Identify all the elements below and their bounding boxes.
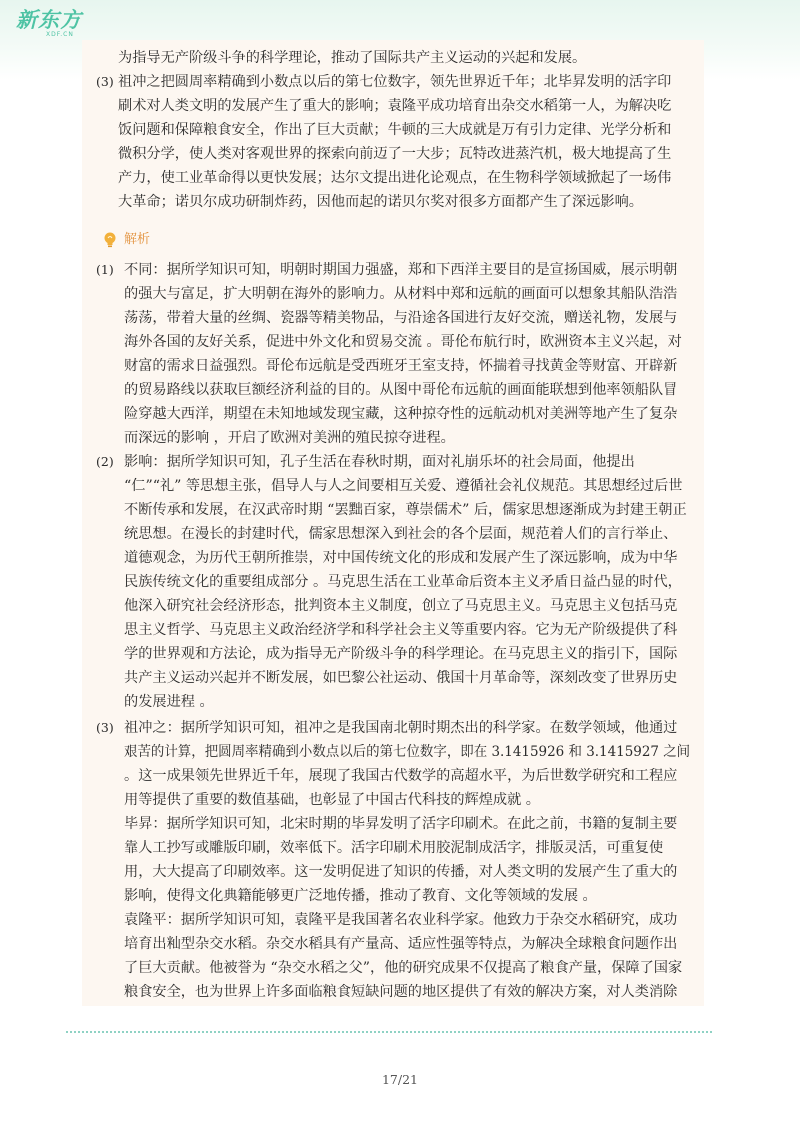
- text-line: 财富的需求日益强烈。哥伦布远航是受西班牙王室支持，怀揣着寻找黄金等财富、开辟新: [124, 358, 678, 374]
- xdf-logo: [16, 8, 86, 42]
- text-line: 学的世界观和方法论，成为指导无产阶级斗争的科学理论。在马克思主义的指引下，国际: [124, 646, 678, 662]
- text-line: 产力，使工业革命得以更快发展；达尔文提出进化论观点，在生物科学领域掀起了一场伟: [118, 170, 672, 186]
- text-line: 的贸易路线以获取巨额经济利益的目的。从图中哥伦布远航的画面能联想到他率领船队冒: [124, 382, 678, 398]
- text-line: 了巨大贡献。他被誉为 “杂交水稻之父”，他的研究成果不仅提高了粮食产量，保障了国家: [124, 960, 683, 976]
- item-number: (3): [96, 74, 114, 89]
- text-line: 道德观念，为历代王朝所推崇，对中国传统文化的形成和发展产生了深远影响，成为中华: [124, 550, 678, 566]
- text-line: 祖冲之：据所学知识可知，祖冲之是我国南北朝时期杰出的科学家。在数学领域，他通过: [124, 720, 678, 736]
- text-line: 为指导无产阶级斗争的科学理论，推动了国际共产主义运动的兴起和发展。: [118, 50, 587, 66]
- item-number: (2): [96, 454, 114, 469]
- text-line: 不断传承和发展，在汉武帝时期 “罢黜百家，尊崇儒术” 后，儒家思想逐渐成为封建王朝正: [124, 502, 687, 518]
- text-line: 的发展进程 。: [124, 694, 214, 710]
- text-line: 刷术对人类文明的发展产生了重大的影响；袁隆平成功培育出杂交水稻第一人，为解决吃: [118, 98, 672, 114]
- text-line: 的强大与富足，扩大明朝在海外的影响力。从材料中郑和远航的画面可以想象其船队浩浩: [124, 286, 678, 302]
- page-number: 17/21: [381, 1072, 419, 1087]
- answer-panel: [82, 40, 704, 1006]
- item-number: (1): [96, 262, 114, 277]
- dotted-divider: [66, 1031, 712, 1033]
- text-line: 祖冲之把圆周率精确到小数点以后的第七位数字，领先世界近千年；北毕昇发明的活字印: [118, 74, 672, 90]
- text-line: 荡荡，带着大量的丝绸、瓷器等精美物品，与沿途各国进行友好交流，赠送礼物，发展与: [124, 310, 678, 326]
- text-line: “仁”“礼” 等思想主张，倡导人与人之间要相互关爱、遵循社会礼仪规范。其思想经过后世: [124, 478, 683, 494]
- text-line: 不同：据所学知识可知，明朝时期国力强盛，郑和下西洋主要目的是宣扬国威，展示明朝: [124, 262, 678, 278]
- text-line: 饭问题和保障粮食安全，作出了巨大贡献；牛顿的三大成就是万有引力定律、光学分析和: [118, 122, 672, 138]
- text-line: 民族传统文化的重要组成部分 。马克思生活在工业革命后资本主义矛盾日益凸显的时代，: [124, 574, 682, 590]
- text-line: 他深入研究社会经济形态，批判资本主义制度，创立了马克思主义。马克思主义包括马克: [124, 598, 678, 614]
- logo-subtext: XDF.CN: [46, 31, 74, 38]
- text-line: 险穿越大西洋，期望在未知地域发现宝藏，这种掠夺性的远航动机对美洲等地产生了复杂: [124, 406, 678, 422]
- text-line: 。这一成果领先世界近千年，展现了我国古代数学的高超水平，为后世数学研究和工程应: [124, 768, 678, 784]
- text-line: 共产主义运动兴起并不断发展，如巴黎公社运动、俄国十月革命等，深刻改变了世界历史: [124, 670, 678, 686]
- text-line: 大革命；诺贝尔成功研制炸药，因他而起的诺贝尔奖对很多方面都产生了深远影响。: [118, 194, 643, 210]
- text-line: 统思想。在漫长的封建时代，儒家思想深入到社会的各个层面，规范着人们的言行举止、: [124, 526, 678, 542]
- text-line: 袁隆平：据所学知识可知，袁隆平是我国著名农业科学家。他致力于杂交水稻研究，成功: [124, 912, 678, 928]
- text-line: 思主义哲学、马克思主义政治经济学和科学社会主义等重要内容。它为无产阶级提供了科: [124, 622, 678, 638]
- text-line: 而深远的影响 ，开启了欧洲对美洲的殖民掠夺进程。: [124, 430, 455, 446]
- text-line: 粮食安全，也为世界上许多面临粮食短缺问题的地区提供了有效的解决方案，对人类消除: [124, 984, 678, 1000]
- text-line: 用等提供了重要的数值基础，也彰显了中国古代科技的辉煌成就 。: [124, 792, 540, 808]
- item-number: (3): [96, 720, 114, 735]
- analysis-label: 解析: [124, 232, 151, 247]
- text-line: 培育出籼型杂交水稻。杂交水稻具有产量高、适应性强等特点，为解决全球粮食问题作出: [124, 936, 678, 952]
- text-line: 毕昇：据所学知识可知，北宋时期的毕昇发明了活字印刷术。在此之前，书籍的复制主要: [124, 816, 678, 832]
- text-line: 影响：据所学知识可知，孔子生活在春秋时期，面对礼崩乐坏的社会局面，他提出: [124, 454, 635, 470]
- text-line: 微积分学，使人类对客观世界的探索向前迈了一大步；瓦特改进蒸汽机，极大地提高了生: [118, 146, 672, 162]
- text-line: 艰苦的计算，把圆周率精确到小数点以后的第七位数字，即在 3.1415926 和 3.1415927 之间: [124, 744, 691, 760]
- lightbulb-icon: [102, 231, 118, 249]
- text-line: 影响，使得文化典籍能够更广泛地传播，推动了教育、文化等领域的发展 。: [124, 888, 597, 904]
- text-line: 靠人工抄写或雕版印刷，效率低下。活字印刷术用胶泥制成活字，排版灵活，可重复使: [124, 840, 664, 856]
- logo-text: 新东方: [16, 8, 82, 32]
- text-line: 用，大大提高了印刷效率。这一发明促进了知识的传播，对人类文明的发展产生了重大的: [124, 864, 678, 880]
- text-line: 海外各国的友好关系，促进中外文化和贸易交流 。哥伦布航行时，欧洲资本主义兴起，对: [124, 334, 682, 350]
